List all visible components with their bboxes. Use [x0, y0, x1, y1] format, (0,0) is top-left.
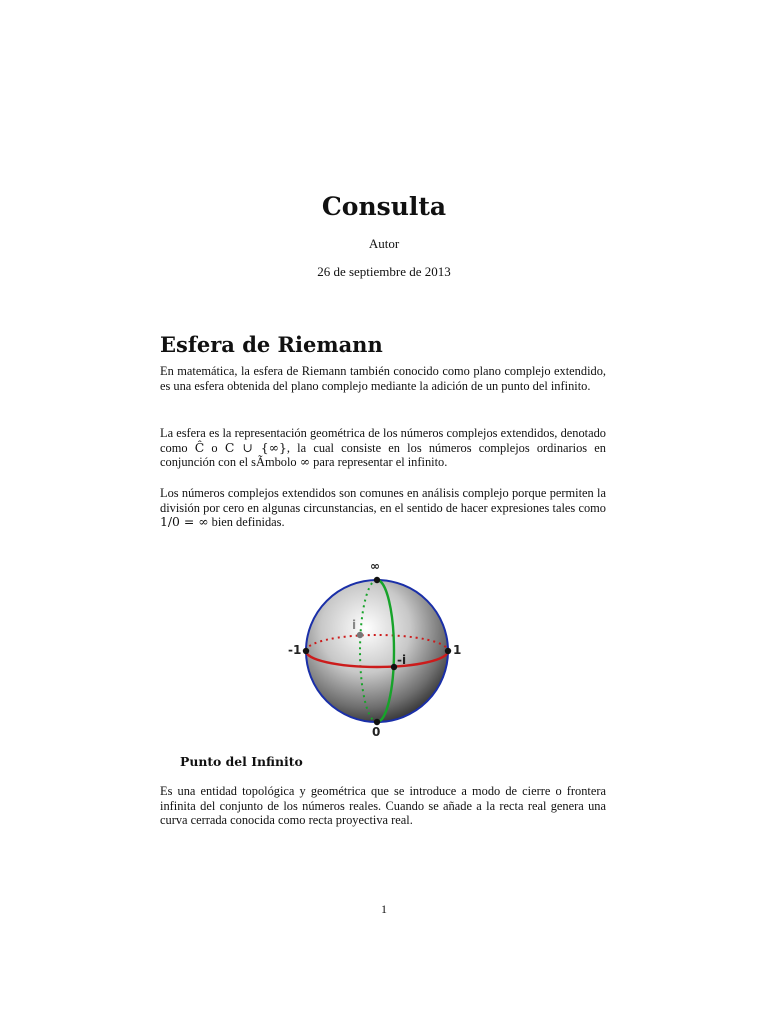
document-title: Consulta	[321, 192, 447, 221]
section-title: Esfera de Riemann	[160, 332, 383, 357]
point-i	[357, 632, 363, 638]
riemann-sphere-graphic	[284, 562, 474, 742]
paragraph-definition: En matemática, la esfera de Riemann también conocido como plano complejo extendido, es una esfera obtenida del plano complejo mediante la adición de un punto del infinito.	[160, 364, 606, 393]
page-number: 1	[381, 902, 387, 916]
paragraph-text: Los números complejos extendidos son comunes en análisis complejo porque permiten la división por cero en algunas circunstancias, en el sentido de hacer expresiones tales como	[160, 486, 606, 515]
math-c-hat: Ĉ	[194, 439, 205, 455]
label-minus-one: -1	[288, 643, 302, 657]
point-minus-one	[303, 648, 309, 654]
label-infinity: ∞	[370, 559, 380, 573]
math-infinity: ∞	[299, 454, 311, 470]
math-c-union-infinity: C ∪ {∞}	[224, 439, 287, 455]
label-minus-i: -i	[397, 653, 407, 667]
math-expression: 1/0 = ∞	[160, 514, 209, 530]
paragraph-text: La esfera es la representación geométrica de los números complejos extendidos, denotado como	[160, 426, 606, 455]
label-zero: 0	[372, 725, 381, 739]
subsection-title: Punto del Infinito	[180, 754, 303, 769]
paragraph-text: , la cual consiste en los números complejos ordinarios en conjunción con el sÃmbolo	[160, 440, 606, 470]
point-one	[445, 648, 451, 654]
paragraph-text: o	[204, 440, 225, 455]
paragraph-text: bien definidas.	[208, 515, 285, 530]
paragraph-text: para representar el infinito.	[310, 455, 448, 470]
riemann-sphere-figure	[284, 559, 474, 742]
label-one: 1	[453, 643, 462, 657]
sphere-outline	[306, 580, 448, 722]
paragraph-extended-numbers	[160, 486, 606, 530]
paragraph-point-at-infinity: Es una entidad topológica y geométrica que se introduce a modo de cierre o frontera infinita del conjunto de los números reales. Cuando se añade a la recta real genera una curva cerrada conocida como recta proyectiva real.	[160, 784, 606, 828]
label-i: i	[352, 618, 357, 632]
document-author: Autor	[368, 236, 400, 251]
document-date: 26 de septiembre de 2013	[317, 264, 451, 279]
point-infinity	[374, 577, 380, 583]
paragraph-representation	[160, 426, 606, 470]
